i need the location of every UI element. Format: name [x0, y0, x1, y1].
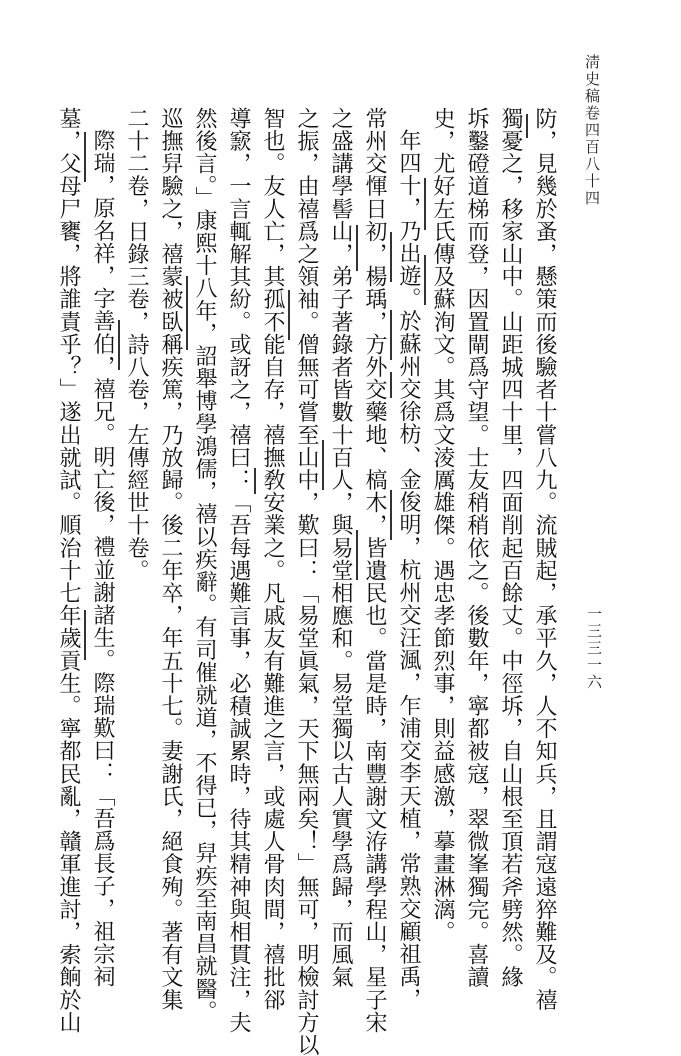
- name-mark: [254, 468, 256, 494]
- text-column-5: 年四十，乃出遊。於蘇州交徐枋、金俊明，杭州交汪渢，乍浦交李天植，常熟交顧祖禹，: [396, 129, 421, 1011]
- name-mark: [390, 232, 392, 282]
- name-mark: [186, 276, 188, 350]
- text-column-15: 墓，父母尸饔，將誰責乎？」遂出就試。順治十七年歲貢生。寧都民亂，贛軍進討，索餉於山: [56, 107, 81, 1034]
- name-mark: [322, 440, 324, 490]
- text-column-12: 巡撫舁驗之，禧蒙被臥稱疾篤，乃放歸。後二年卒，年五十七。妻謝氏，絕食殉。著有文集: [158, 107, 183, 1011]
- text-column-9: 智也。友人亡，其孤不能自存，禧撫敎安業之。凡戚友有難進之言，或處人骨肉間，禧批郤: [260, 107, 285, 1011]
- name-mark: [356, 225, 358, 271]
- text-column-4: 史，尤好左氏傳及蘇洵文。其爲文淩厲雄傑。遇忠孝節烈事，則益感激，摹畫淋漓。: [430, 107, 455, 944]
- text-column-8: 之振，由禧爲之領袖。僧無可嘗至山中，歎曰：「易堂眞氣，天下無兩矣！」無可，明檢討方以: [294, 107, 319, 1056]
- text-column-11: 然後言。」康熙十八年，詔舉博學鴻儒，禧以疾辭。有司催就道，不得已，舁疾至南昌就醫。: [192, 107, 217, 1023]
- name-mark: [424, 255, 426, 305]
- text-column-3: 坼鑿磴道梯而登，因置閘爲守望。士友稍稍依之。後數年，寧都被寇，翠微峯獨完。喜讀: [464, 107, 489, 989]
- name-mark: [424, 178, 426, 230]
- text-column-6: 常州交惲日初，楊瑀，方外交藥地、槁木，皆遺民也。當是時，南豐謝文洊講學程山，星子宋: [362, 107, 387, 1034]
- name-mark: [84, 132, 86, 182]
- name-mark: [118, 320, 120, 370]
- name-mark: [288, 290, 290, 340]
- name-mark: [84, 610, 86, 660]
- page-number: 一三三一六: [585, 606, 603, 691]
- text-column-7: 之盛講學髻山，弟子著錄者皆數十百人，與易堂相應和。易堂獨以古人實學爲歸，而風氣: [328, 107, 353, 989]
- name-mark: [390, 490, 392, 540]
- text-column-14: 際瑞，原名祥，字善伯，禧兄。明亡後，禮並謝諸生。際瑞歎曰：「吾爲長子，祖宗祠: [90, 129, 115, 988]
- text-column-2: 獨憂之，移家山中。山距城四十里，四面削起百餘丈。中徑坼，自山根至頂若斧劈然。緣: [498, 107, 523, 989]
- text-column-1: 防，見幾於蚤，懸策而後驗者十嘗八九。流賊起，承平久，人不知兵，且謂寇遠猝難及。禧: [532, 107, 557, 1011]
- text-column-13: 二十二卷，日錄三卷，詩八卷，左傳經世十卷。: [124, 107, 149, 582]
- name-mark: [390, 310, 392, 360]
- book-title: 淸史稿卷四百八十四: [583, 54, 601, 207]
- name-mark: [390, 372, 392, 398]
- name-mark: [526, 114, 528, 138]
- text-column-10: 導窾，一言輒解其紛。或訝之，禧曰：「吾每遇難言事，必積誠累時，待其精神與相貫注，夫: [226, 107, 251, 1034]
- name-mark: [356, 530, 358, 580]
